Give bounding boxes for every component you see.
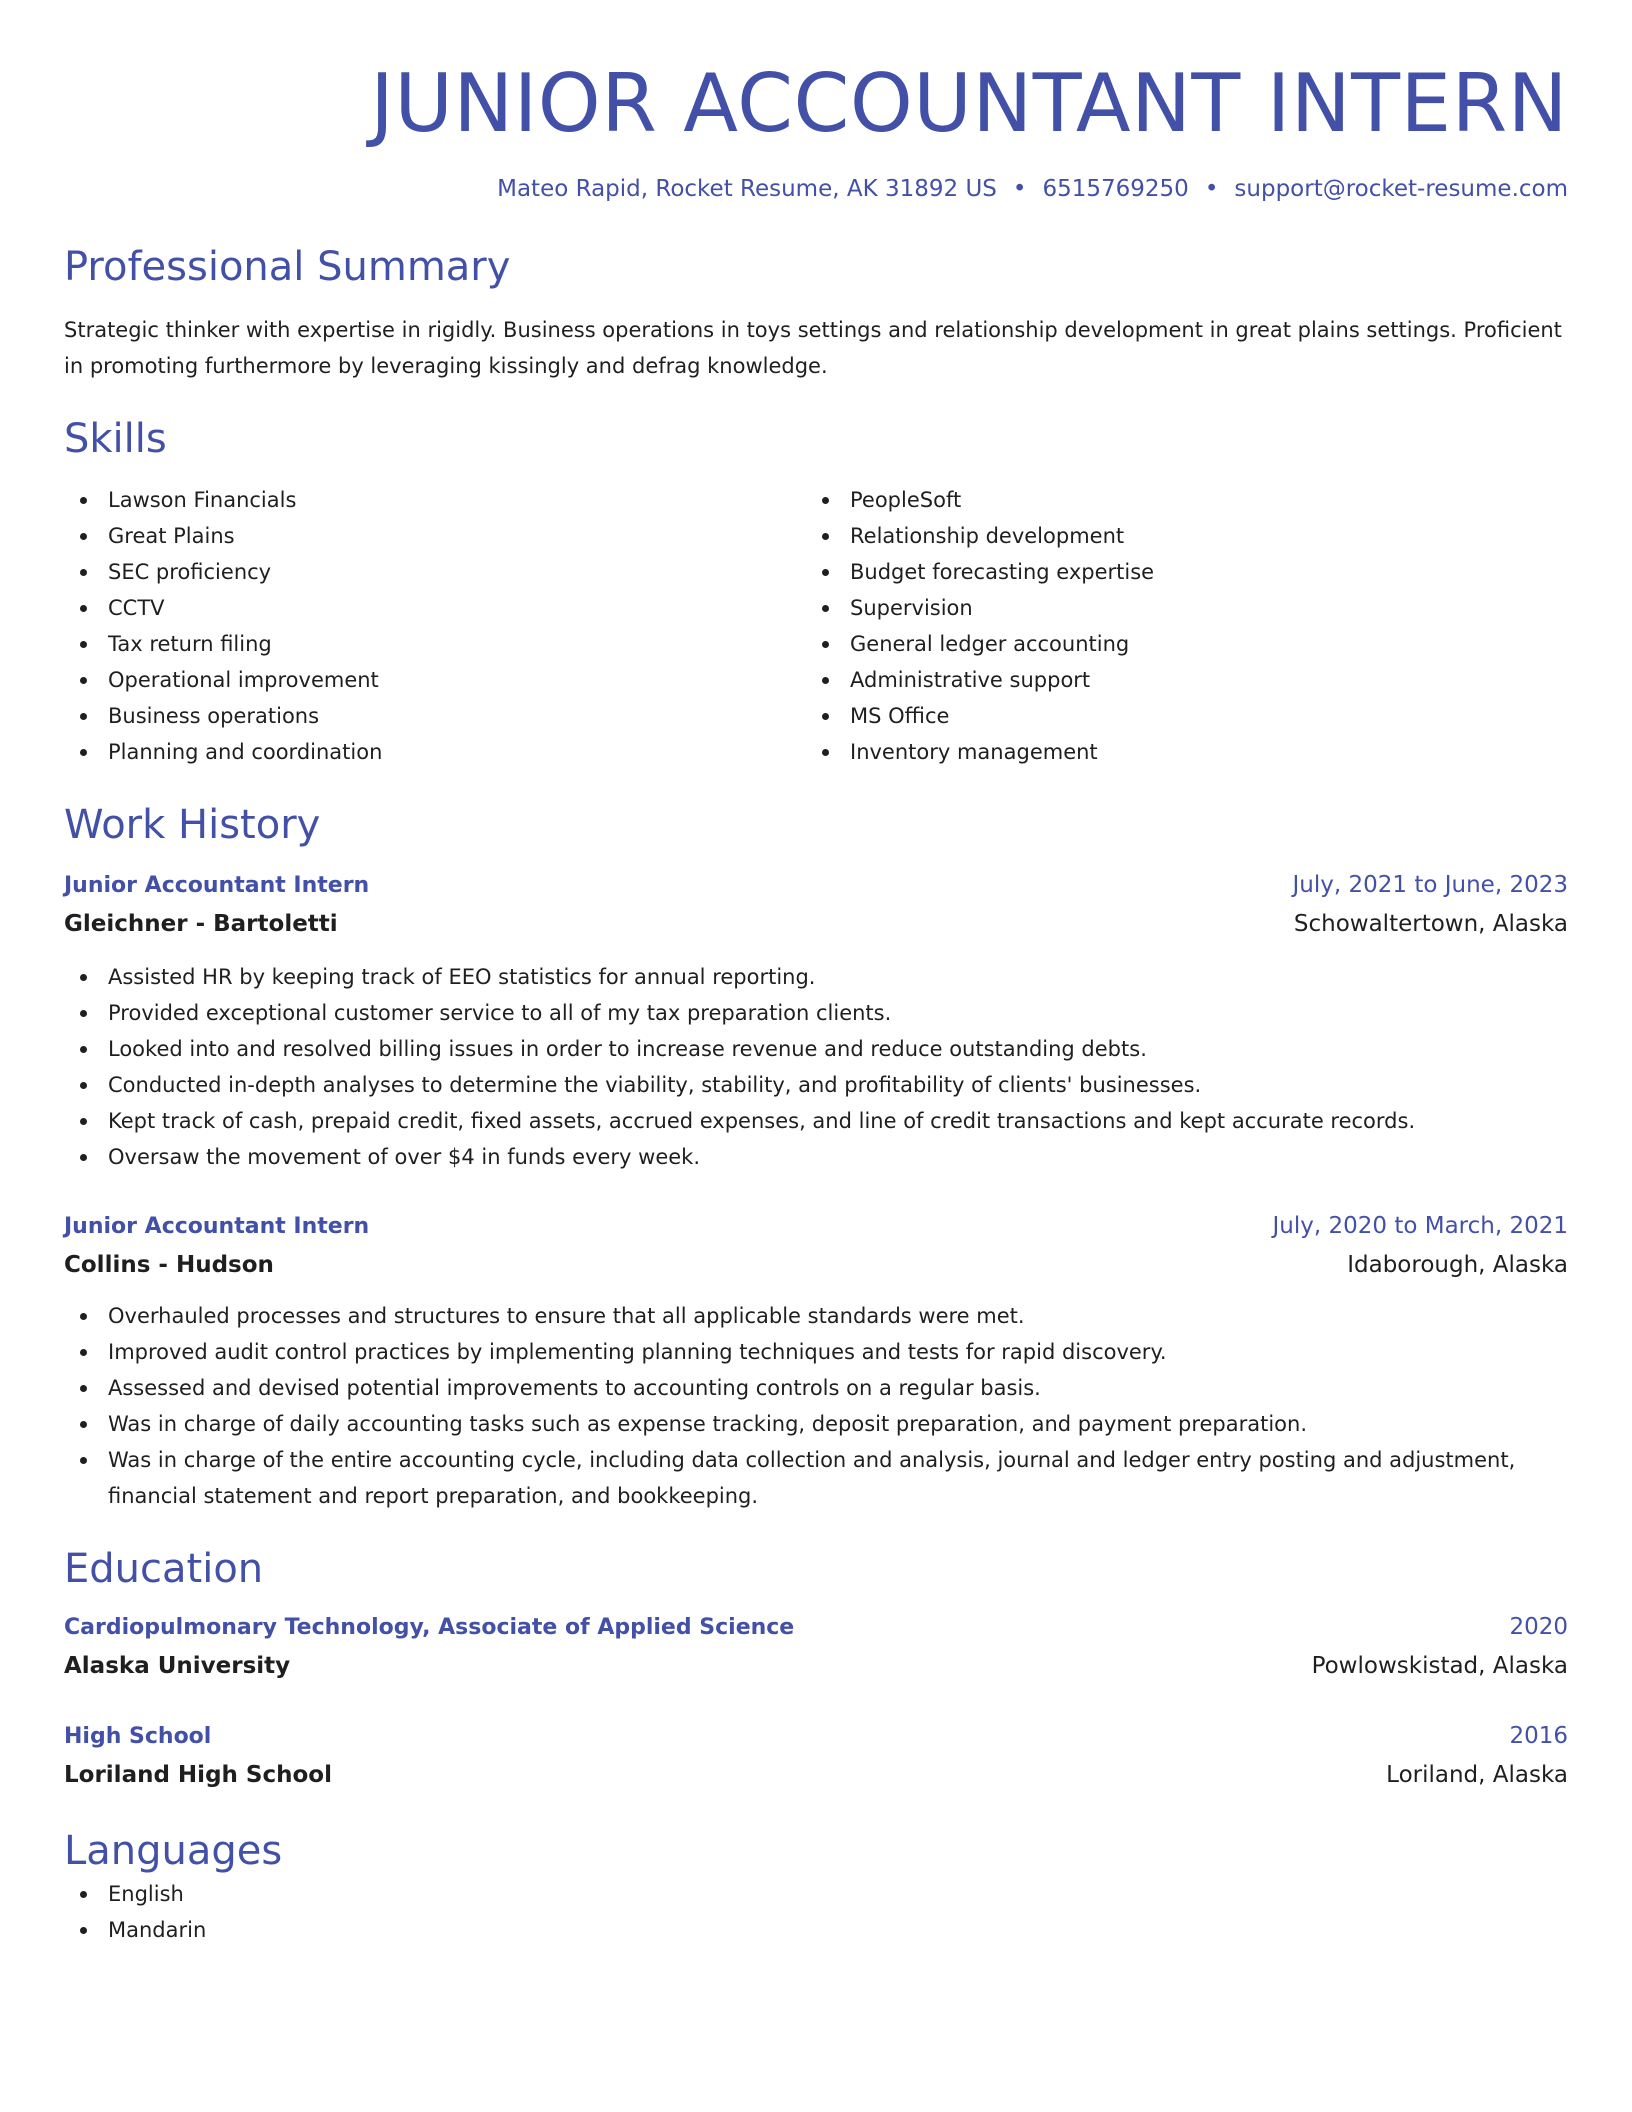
- skill-item: SEC proficiency: [64, 554, 806, 590]
- work-entry-header: [64, 866, 1568, 905]
- job-bullet: Was in charge of the entire accounting cycle, including data collection and analysis, journal and ledger entry posting and adjustment, financial statement and report preparation, and bookkeeping.: [64, 1442, 1568, 1514]
- degree-name: Cardiopulmonary Technology, Associate of Applied Science: [64, 1615, 795, 1640]
- skills-column-right: [806, 482, 1548, 770]
- school-location: Powlowskistad, Alaska: [1311, 1653, 1568, 1679]
- skills-column-left: [64, 482, 806, 770]
- job-bullets: [64, 1298, 1568, 1514]
- education-entry: [64, 1608, 1568, 1685]
- education-entry-header: [64, 1608, 1568, 1647]
- school-name: Loriland High School: [64, 1762, 332, 1788]
- school-name: Alaska University: [64, 1653, 291, 1679]
- skill-item: Business operations: [64, 698, 806, 734]
- skill-item: Administrative support: [806, 662, 1548, 698]
- skill-item: CCTV: [64, 590, 806, 626]
- contact-line: [64, 174, 1568, 204]
- graduation-year: 2020: [1509, 1614, 1568, 1640]
- skill-item: PeopleSoft: [806, 482, 1548, 518]
- job-bullet: Oversaw the movement of over $4 in funds every week.: [64, 1139, 1568, 1175]
- job-bullet: Provided exceptional customer service to all of my tax preparation clients.: [64, 995, 1568, 1031]
- skill-item: Budget forecasting expertise: [806, 554, 1548, 590]
- job-dates: July, 2021 to June, 2023: [1292, 872, 1568, 898]
- job-title: Junior Accountant Intern: [64, 1214, 370, 1239]
- job-bullet: Kept track of cash, prepaid credit, fixed assets, accrued expenses, and line of credit transactions and kept accurate records.: [64, 1103, 1568, 1139]
- summary-text: Strategic thinker with expertise in rigidly. Business operations in toys settings and relationship development in great plains settings. Proficient in promoting furthermore by leveraging kissingly and defrag knowledge.: [64, 318, 1562, 378]
- job-bullets: [64, 959, 1568, 1175]
- job-bullet: Assessed and devised potential improvements to accounting controls on a regular basis.: [64, 1370, 1568, 1406]
- section-title-skills: Skills: [64, 416, 167, 462]
- candidate-title: JUNIOR ACCOUNTANT INTERN: [370, 57, 1568, 150]
- education-entry-subheader: [64, 1756, 1568, 1794]
- graduation-year: 2016: [1509, 1723, 1568, 1749]
- job-bullet: Looked into and resolved billing issues in order to increase revenue and reduce outstanding debts.: [64, 1031, 1568, 1067]
- job-bullet: Conducted in-depth analyses to determine the viability, stability, and profitability of clients' businesses.: [64, 1067, 1568, 1103]
- school-location: Loriland, Alaska: [1386, 1762, 1568, 1788]
- section-title-work-history: Work History: [64, 802, 321, 848]
- work-entry: [64, 1207, 1568, 1514]
- job-location: Schowaltertown, Alaska: [1293, 911, 1568, 937]
- skill-item: Inventory management: [806, 734, 1548, 770]
- section-title-languages: Languages: [64, 1828, 283, 1874]
- language-item: English: [64, 1876, 1568, 1912]
- education-entry-subheader: [64, 1647, 1568, 1685]
- contact-phone[interactable]: 6515769250: [1042, 176, 1189, 202]
- contact-separator: •: [1204, 176, 1219, 202]
- skill-item: MS Office: [806, 698, 1548, 734]
- skill-item: Supervision: [806, 590, 1548, 626]
- skill-item: Relationship development: [806, 518, 1548, 554]
- language-item: Mandarin: [64, 1912, 1568, 1948]
- skills-grid: [64, 482, 1568, 770]
- skill-item: Operational improvement: [64, 662, 806, 698]
- contact-address: Mateo Rapid, Rocket Resume, AK 31892 US: [497, 176, 997, 202]
- job-bullet: Assisted HR by keeping track of EEO statistics for annual reporting.: [64, 959, 1568, 995]
- skill-item: Lawson Financials: [64, 482, 806, 518]
- contact-separator: •: [1012, 176, 1027, 202]
- job-bullet: Improved audit control practices by implementing planning techniques and tests for rapid discovery.: [64, 1334, 1568, 1370]
- skill-item: Tax return filing: [64, 626, 806, 662]
- work-entry-header: [64, 1207, 1568, 1246]
- job-title: Junior Accountant Intern: [64, 873, 370, 898]
- job-bullet: Was in charge of daily accounting tasks such as expense tracking, deposit preparation, and payment preparation.: [64, 1406, 1568, 1442]
- skill-item: Great Plains: [64, 518, 806, 554]
- resume-page: [64, 0, 1568, 1948]
- skill-item: General ledger accounting: [806, 626, 1548, 662]
- skill-item: Planning and coordination: [64, 734, 806, 770]
- languages-list: [64, 1876, 1568, 1948]
- company-name: Gleichner - Bartoletti: [64, 911, 338, 937]
- section-title-summary: Professional Summary: [64, 244, 511, 290]
- job-location: Idaborough, Alaska: [1347, 1252, 1568, 1278]
- education-entry: [64, 1717, 1568, 1794]
- job-bullet: Overhauled processes and structures to ensure that all applicable standards were met.: [64, 1298, 1568, 1334]
- contact-email[interactable]: support@rocket-resume.com: [1234, 176, 1568, 202]
- education-entry-header: [64, 1717, 1568, 1756]
- work-entry-subheader: [64, 905, 1568, 943]
- work-entry-subheader: [64, 1246, 1568, 1284]
- section-title-education: Education: [64, 1546, 264, 1592]
- job-dates: July, 2020 to March, 2021: [1272, 1213, 1568, 1239]
- work-entry: [64, 866, 1568, 1175]
- company-name: Collins - Hudson: [64, 1252, 274, 1278]
- degree-name: High School: [64, 1724, 212, 1749]
